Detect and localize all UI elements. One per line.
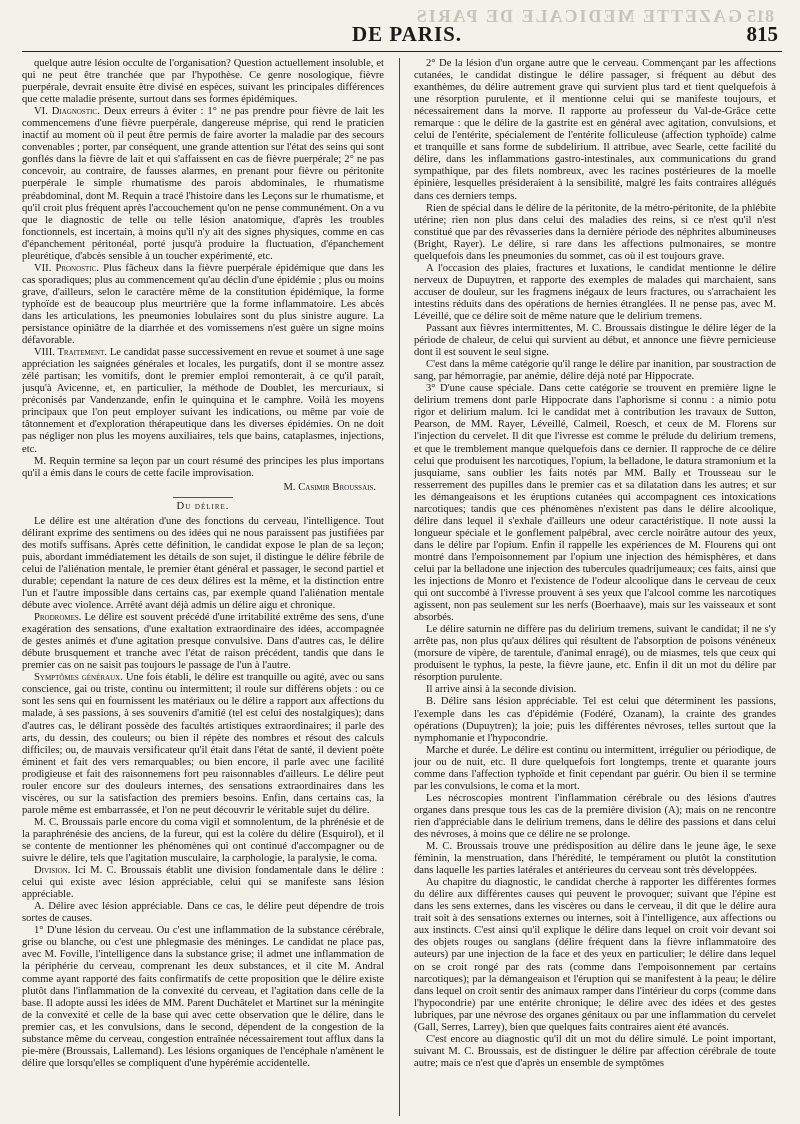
masthead (22, 6, 782, 50)
paragraph: C'est dans la même catégorie qu'il range le délire par inanition, par soustraction de sang, par hémorragie, par anémie, délire déjà noté par Hippocrate. (414, 359, 776, 383)
section-label: VI. Diagnostic. (34, 106, 100, 118)
divider (173, 497, 233, 498)
column-rule (399, 58, 400, 1116)
paragraph-text: Le candidat passe successivement en revue et soumet à une sage appréciation les saignées générales et locales, les purgatifs, dont il se montre assez zélé partisan; les vomitifs, dont le premier emploi remonterait, à ce qu'il paraît, jusqu'à Avicenne, et, en particulier, la méthode de Doublet, les mercuriaux, si préconisés par Vandenzande, enfin le quinquina et le camphre. Voilà les moyens principaux que l'on peut employer suivant les indications, ou même par voie de tâtonnement et d'exploration thérapeutique dans les diverses épidémies. On ne doit pas négliger non plus les moyens auxiliaires, tels que bains, cataplasmes, injections, etc. (22, 347, 384, 455)
section-label: Division. (34, 865, 71, 877)
paragraph-text: Plus fâcheux dans la fièvre puerpérale épidémique que dans les cas sporadiques; plus au commencement qu'au déclin d'une épidémie ; plus ou moins grave, d'ailleurs, selon le caractère même de la constitution épidémique, la forme typhoïde est de beaucoup plus meurtrière que la forme inflammatoire. Les abcès dans les articulations, les pneumonies lobulaires sont du plus sinistre augure. La persistance opiniâtre de la diarrhée et des vomissemens n'est guère un signe moins défavorable. (22, 262, 384, 347)
paragraph-text: Une fois établi, le délire est tranquille ou agité, avec ou sans conscience, gai ou triste, continu ou intermittent; il roule sur différens objets : ou ce sont les sens qui en fournissent les matériaux ou le délire a rapport aux affections du malade, à ses passions, à ses souvenirs d'amitié (tel est celui des nostalgiques); dans d'autres cas, le délirant possède des facultés artistiques extraordinaires; il parle des arts, du dessin, des couleurs; ou bien il répète des nombres et résout des calculs difficiles; ou, de mauvais versificateur qu'il était dans l'état de santé, il devient poète éminent et fait des vers remarquables; ou bien encore, il parle avec une facilité prodigieuse et fait des raisonnemens fort peu raisonnables d'ailleurs. Le délire peut rouler encore sur des douleurs internes, des sensations extraordinaires dans les viscères, ou sur la satisfaction des premiers besoins. Enfin, dans certains cas, la parole même est embarrassée, et l'on ne peut découvrir le véritable sujet du délire. (22, 672, 384, 816)
paragraph: Le délire saturnin ne diffère pas du delirium tremens, suivant le candidat; il ne s'y arrête pas, non plus qu'aux délires qui résultent de l'absorption de poisons vénéneux (morsure de vipère, de tarentule, d'animal enragé), ou de miasmes, tels que ceux qui produisent le typhus, la peste, la fièvre jaune, etc. Enfin il dit un mot du délire par résorption purulente. (414, 624, 776, 684)
paragraph: Le délire est une altération d'une des fonctions du cerveau, l'intelligence. Tout délirant exprime des sentimens ou des idées qui ne nous paraissent pas justifiées par des motifs suffisans. Après cette définition, le candidat expose le plan de sa leçon; puis, abordant immédiatement les détails de son sujet, il distingue le délire fébrile de celui de l'aliénation mentale, le premier étant général et passager, le second partiel et durable; cependant la nature de ces deux délires est la même, et la distinction entre l'un et l'autre impossible dans certains cas, par exemple quand l'aliénation mentale débute avec violence. Arrêté avant déjà admis un délire aigu et chronique. (22, 515, 384, 612)
paragraph: M. C. Broussais parle encore du coma vigil et somnolentum, de la phrénésie et de la paraphrénésie des anciens, de la fureur, qui est la colère du délire (Esquirol), et il se contente de mentionner les phénomènes qui ont continué d'accompagner ou de suivre le délire, tels que l'agitation musculaire, la carphologie, la paralysie, le coma. (22, 816, 384, 865)
paragraph-text: Deux erreurs à éviter : 1° ne pas prendre pour fièvre de lait les commencemens d'une fièvre puerpérale, dangereuse méprise, qui rend le praticien inactif au moment où il peut être permis de faire avorter la maladie par des secours convenables ; porter, par conséquent, une grande attention sur l'état des seins qui sont gonflés dans la fièvre de lait et qui s'affaissent en cas de fièvre puerpérale; 2° ne pas concevoir, au contraire, de fausses alarmes, en prenant pour fièvre ou péritonite puerpérale le simple rhumatisme des parois abdominales, le rhumatisme préabdominal, dont M. Requin a tracé l'histoire dans les Leçons sur le rhumatisme, et qu'il croit plus fréquent après l'accouchement qu'on ne pense communément. On a vu que le diagnostic de telle ou telle lésion anatomique, d'après les troubles fonctionnels, est incertain, à moins qu'il n'y ait des signes physiques, comme en cas d'épanchement péritonéal, porté jusqu'à produire la fluctuation, d'épanchement pleurétique, d'abcès sensible à un toucher expérimenté, etc. (22, 106, 384, 262)
paragraph: Il arrive ainsi à la seconde division. (426, 684, 577, 696)
paragraph: A l'occasion des plaies, fractures et luxations, le candidat mentionne le délire nerveux de Dupuytren, et rapporte des exemples de malades qui marchaient, sans accuser de douleur, sur les fragmens inégaux de leurs fractures, ou s'arrachaient les intestins réduits dans des opérations de hernies étranglées. Il ne pense pas, avec M. Léveillé, que ce délire soit de même nature que le delirium tremens. (414, 262, 776, 322)
paragraph: Rien de spécial dans le délire de la péritonite, de la métro-péritonite, de la phlébite utérine; rien non plus dans celui des maladies des reins, si ce n'est qu'il n'est constitué que par des rêvasseries dans la dernière période des néphrites albumineuses (Bright, Rayer). Le délire, si rare dans les affections pulmonaires, se montre quelquefois dans les pneumonies du sommet, cas où il est toujours grave. (414, 202, 776, 262)
header-rule (22, 51, 782, 52)
paragraph: Au chapitre du diagnostic, le candidat cherche à rapporter les différentes formes du délire aux différentes causes qui peuvent le provoquer; suivant que l'épine est dans les sens externes, dans les viscères ou dans le cerveau, il dit que le délire aura trait soit à des sensations externes ou internes, soit à l'intelligence, aux affections ou aux instincts. C'est ainsi qu'il explique le délire dans lequel on croit voir devant soi des objets rouges ou sanglans (délire fréquent dans la fièvre inflammatoire des auteurs) par une injection de la face et des yeux en particulier; le délire dans lequel on se croit rongé par des rats (comme dans l'empoisonnement par certains narcotiques); par la démangeaison et l'éruption qui se manifestent à la peau; le délire dans lequel on croit sentir des animaux ramper dans l'intérieur du corps (comme dans l'hypocondrie) par une entérite chronique; le délire avec des idées et des gestes lubriques, par une névrose des organes génitaux ou par une inflammation du cervelet (Gall, Serres, Larrey), bien que quelques faits contraires aient été avancés. (414, 877, 776, 1033)
section-label: Prodromes. (34, 612, 82, 624)
section-label: VIII. Traitement. (34, 347, 108, 359)
paragraph (22, 263, 384, 347)
paragraph (22, 672, 384, 817)
left-column (22, 58, 384, 1116)
paragraph-text: Ici M. C. Broussais établit une division fondamentale dans le délire : celui qui existe avec lésion appréciable, celui qui se manifeste sans lésion appréciable. (22, 865, 384, 901)
paragraph: Marche et durée. Le délire est continu ou intermittent, irrégulier ou périodique, de jour ou de nuit, etc. Il dure quelquefois fort longtemps, trente et quarante jours comme dans l'affection typhoïde et finit cependant par guérir. Ou bien il se termine par les convulsions, le coma et la mort. (414, 744, 776, 792)
paragraph-text: Le délire est souvent précédé d'une irritabilité extrême des sens, d'une exagération des sensations, d'une exaltation extraordinaire des idées, accompagnée de gestes animés et d'une agitation presque convulsive. Dans d'autres cas, le délire débute brusquement et tranche avec l'état de raison précédent, tandis que dans le premier cas on ne saisit pas toujours le passage de l'un à l'autre. (22, 612, 384, 672)
paragraph: Les nécroscopies montrent l'inflammation cérébrale ou des lésions d'autres organes dans presque tous les cas de la première division (A); mais on ne rencontre rien d'appréciable dans le delirium tremens, dans le délire des passions et dans celui des névroses, à moins que ce délire ne se prolonge. (414, 792, 776, 840)
author-signature: M. Casimir Broussais. (283, 481, 376, 493)
show-through-number: 815 (747, 6, 774, 26)
right-column (414, 58, 776, 1116)
paragraph: A. Délire avec lésion appréciable. Dans ce cas, le délire peut dépendre de trois sortes de causes. (22, 901, 384, 925)
paragraph (22, 865, 384, 901)
paragraph: B. Délire sans lésion appréciable. Tel est celui que déterminent les passions, l'exemple dans les cas d'épidémie (Fodéré, Ozanam), la crainte des grandes opérations (Dupuytren); la joie; puis les différentes névroses, telles surtout que la nymphomanie et l'hypocondrie. (414, 696, 776, 744)
page-title: DE PARIS. (351, 22, 463, 46)
section-label: VII. Pronostic. (34, 262, 99, 274)
paragraph (22, 347, 384, 455)
section-label: Symptômes généraux. (34, 672, 123, 684)
paragraph: M. C. Broussais trouve une prédisposition au délire dans le jeune âge, le sexe féminin, la menstruation, dans l'hérédité, le tempérament ou plutôt la constitution dans laquelle les parties latérales et antérieures du cerveau sont très développées. (414, 841, 776, 877)
show-through-title: GAZETTE MEDICALE DE PARIS (414, 6, 742, 26)
article-title: Du délire. (176, 500, 230, 512)
paragraph: C'est encore au diagnostic qu'il dit un mot du délire simulé. Le point important, suivant M. C. Broussais, est de distinguer le délire par affection cérébrale de toute autre; mais ce n'est que d'après un ensemble de symptômes (414, 1033, 776, 1069)
paragraph (22, 106, 384, 263)
paragraph: 2° De la lésion d'un organe autre que le cerveau. Commençant par les affections cutanées, le candidat distingue le délire passager, si fréquent au début des exanthèmes, du délire autrement grave qui survient plus tard et tient quelquefois à une résorption purulente, et il mentionne celui qui se manifeste toujours, et nécessairement dans la morve. Il rapporte au professeur du Val-de-Grâce cette remarque : que le délire de la gastrite est en général avec agitation, convulsions, et celui de l'entérite, spécialement de l'entérite folliculeuse (affection typhoïde) calme et tranquille et sans forme de subdelirium. Il attribue, avec Searle, cette facilité du délire, dans les inflammations gastro-intestinales, aux communications du grand sympathique, par des filets nombreux, avec les racines postérieures de la moelle épinière, lesquelles présideraient à la sensibilité, malgré les faits contraires allégués dans ces derniers temps. (414, 58, 776, 202)
paragraph: quelque autre lésion occulte de l'organisation? Question actuellement insoluble, et qui ne peut être tranchée que par l'hypothèse. Ce genre nosologique, fièvre puerpérale, devrait ensuite être divisé en espèces, suivant les principales différences que cette maladie présente, surtout dans ses formes épidémiques. (22, 58, 384, 106)
page-number: 815 (746, 22, 778, 46)
paragraph: 1° D'une lésion du cerveau. Ou c'est une inflammation de la substance cérébrale, grise ou blanche, ou c'est une phlegmasie des méninges. Le candidat ne place pas, avec M. Foville, l'intelligence dans la substance grise; il admet une inflammation de la périphérie du cerveau, comprenant les deux substances, et il cite M. Andral comme ayant rapporté des faits confirmatifs de cette proposition que le délire existe plutôt dans l'inflammation de la convexité du cerveau, et l'agitation dans celle de la base. Il adopte aussi les idées de MM. Parent Duchâtelet et Martinet sur la méningite de la convexité et celle de la base qui avec cette observation que le délire, dans le premier cas, et les convulsions, dans le second, dépendent de la congestion de la substance même du cerveau, congestion entraînée nécessairement tout afflux dans la pie-mère (Broussais, Lallemand). Les lésions organiques de l'encéphale n'amènent le délire que lorsqu'elles se compliquent d'une hypérémie accidentelle. (22, 925, 384, 1069)
newspaper-page (22, 0, 782, 1124)
paragraph: M. Requin termine sa leçon par un court résumé des principes les plus importans qu'il a émis dans le cours de cette facile improvisation. (22, 455, 384, 479)
paragraph: 3° D'une cause spéciale. Dans cette catégorie se trouvent en première ligne le delirium tremens dont parle Hippocrate dans l'aphorisme si connu : a nimio potu rigor et delirium malum. Ici le candidat met à contribution les travaux de Sutton, Pearson, de MM. Rayer, Léveillé, Calmeil, Roesch, et ceux de M. Florens sur l'injection du cervelet. Il dit que l'ivresse est comme le prélude du delirium tremens, et que le tremblement manque quelquefois dans ce dernier. Il rapproche de ce délire celui que produisent les narcotiques, l'opium, la belladone, le datura stramonium et la jusquiame, sans oublier les faits notés par MM. Bally et Trousseau sur le resserrement des pupilles dans le premier cas et sa dilatation dans les autres; et sur les démangeaisons et les éruptions cutanées qui accompagnent ces intoxications narcotiques; tandis que ces phénomènes n'existent pas dans le délire alcoolique, délire dans lequel il s'exhale d'ailleurs une odeur caractéristique. Il note aussi la longueur spéciale et le gonflement palpébral, avec cercle noirâtre autour des yeux, dans le délire par l'opium. Enfin il rappelle les expériences de M. Flourens qui ont montré dans l'empoisonnement par l'opium une injection des hémisphères, et dans celui par la belladone une injection des tubercules quadrijumeaux; ces faits, ainsi que les injections de Monro et l'existence de l'odeur alcoolique dans le cerveau de ceux qui ont succombé à l'ivresse prouvent à ses yeux que l'alcool comme les narcotiques agissent, non pas seulement sur les nerfs (Boerhaave), mais sur les vaisseaux et sont absorbés. (414, 383, 776, 624)
paragraph (22, 612, 384, 672)
paragraph: Passant aux fièvres intermittentes, M. C. Broussais distingue le délire léger de la période de chaleur, de celui qui survient au début, et annonce une fièvre pernicieuse dont il est souvent le seul signe. (414, 323, 776, 359)
